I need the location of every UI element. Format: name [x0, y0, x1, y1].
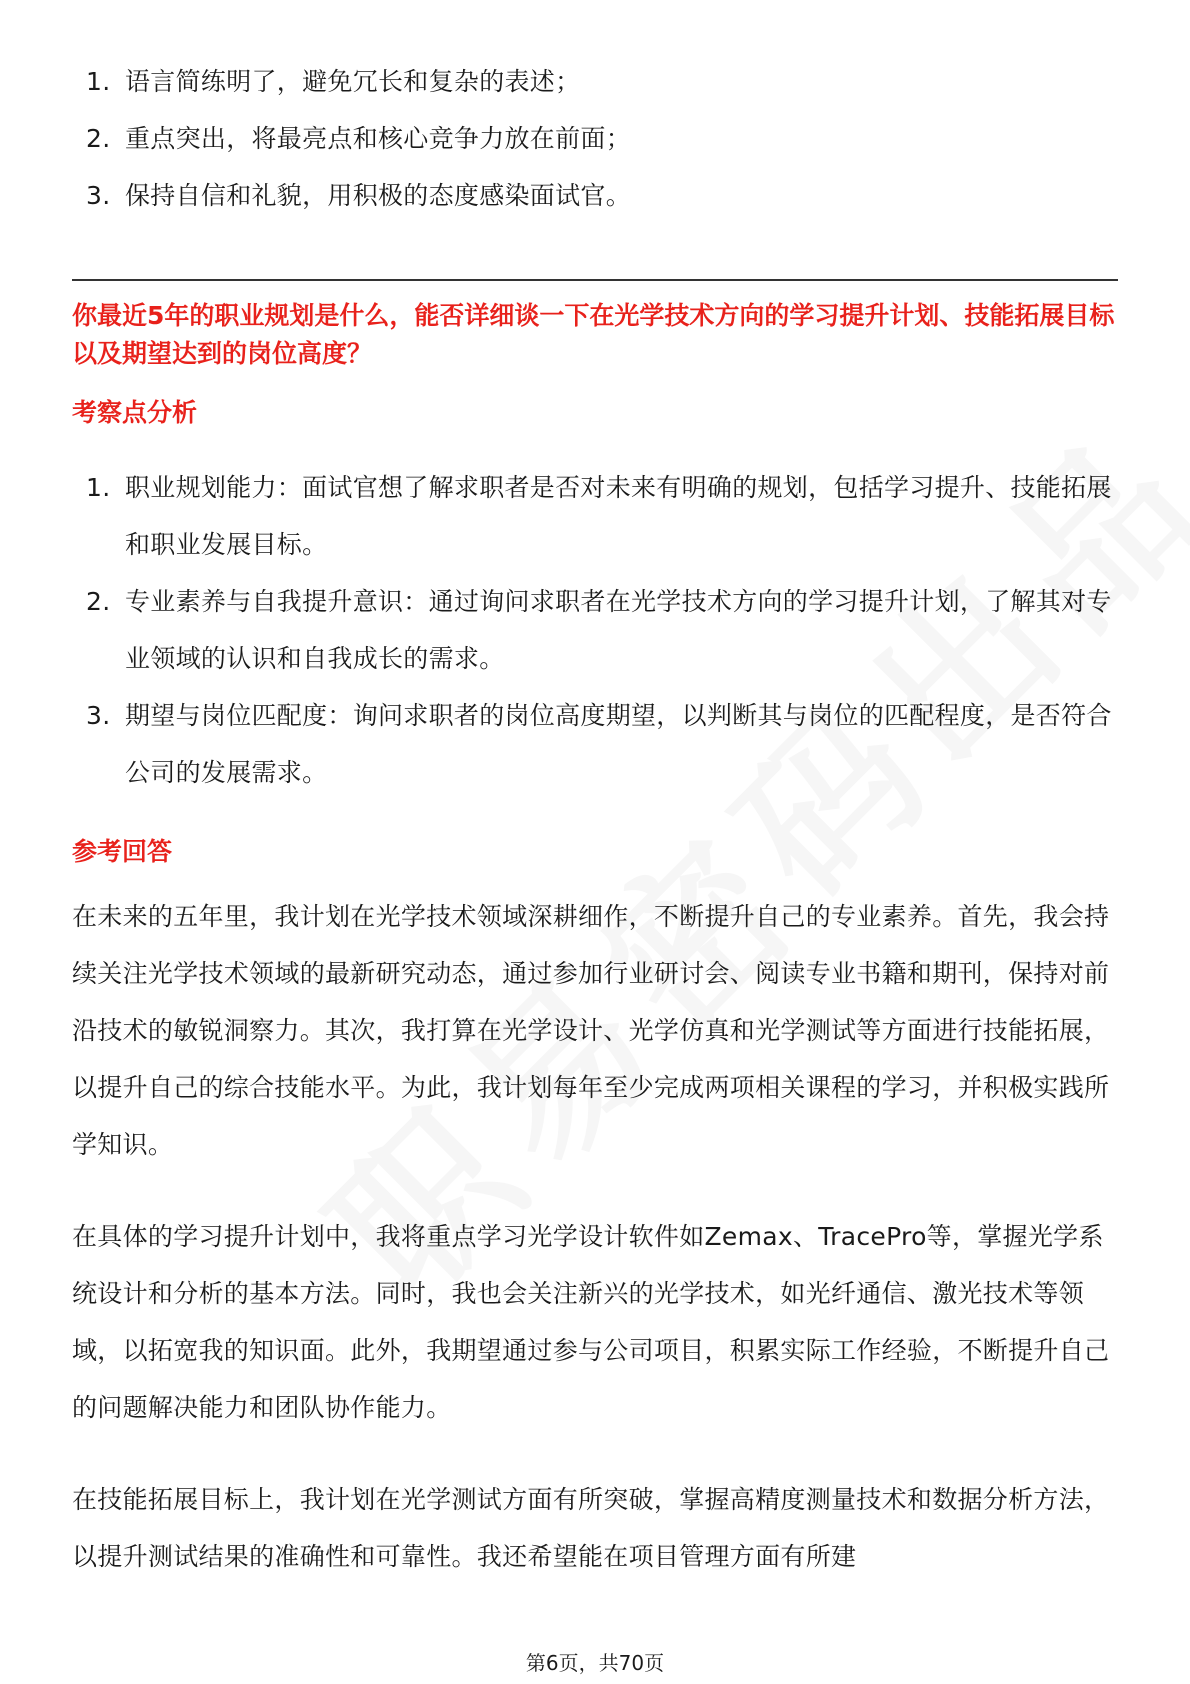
analysis-list — [72, 459, 1118, 801]
list-item: 2. 重点突出，将最亮点和核心竞争力放在前面； — [86, 124, 632, 153]
list-item: 1. 语言简练明了，避免冗长和复杂的表述； — [86, 67, 581, 96]
section-divider — [72, 279, 1118, 281]
page-number: 第6页，共70页 — [525, 1651, 665, 1675]
answer-paragraph: 在未来的五年里，我计划在光学技术领域深耕细作，不断提升自己的专业素养。首先，我会持续关注光学技术领域的最新研究动态，通过参加行业研讨会、阅读专业书籍和期刊，保持对前沿技术的敏锐洞察力。其次，我打算在光学设计、光学仿真和光学测试等方面进行技能拓展，以提升自己的综合技能水平。为此，我计划每年至少完成两项相关课程的学习，并积极实践所学知识。 — [72, 902, 1110, 1159]
answer-paragraph: 在具体的学习提升计划中，我将重点学习光学设计软件如Zemax、TracePro等，掌握光学系统设计和分析的基本方法。同时，我也会关注新兴的光学技术，如光纤通信、激光技术等领域，以拓宽我的知识面。此外，我期望通过参与公司项目，积累实际工作经验，不断提升自己的问题解决能力和团队协作能力。 — [72, 1222, 1110, 1422]
list-item: 2. 专业素养与自我提升意识：通过询问求职者在光学技术方向的学习提升计划，了解其对专业领域的认识和自我成长的需求。 — [86, 587, 1112, 673]
analysis-heading: 考察点分析 — [72, 398, 198, 427]
tips-list — [72, 53, 1118, 224]
list-item: 1. 职业规划能力：面试官想了解求职者是否对未来有明确的规划，包括学习提升、技能拓展和职业发展目标。 — [86, 473, 1112, 559]
answer-heading: 参考回答 — [72, 837, 173, 866]
answer-paragraph: 在技能拓展目标上，我计划在光学测试方面有所突破，掌握高精度测量技术和数据分析方法，以提升测试结果的准确性和可靠性。我还希望能在项目管理方面有所建 — [72, 1485, 1110, 1571]
answer-body — [72, 888, 1118, 1620]
question-heading: 你最近5年的职业规划是什么，能否详细谈一下在光学技术方向的学习提升计划、技能拓展目标以及期望达到的岗位高度？ — [72, 301, 1115, 368]
list-item: 3. 期望与岗位匹配度：询问求职者的岗位高度期望，以判断其与岗位的匹配程度，是否符合公司的发展需求。 — [86, 701, 1112, 787]
list-item: 3. 保持自信和礼貌，用积极的态度感染面试官。 — [86, 181, 632, 210]
